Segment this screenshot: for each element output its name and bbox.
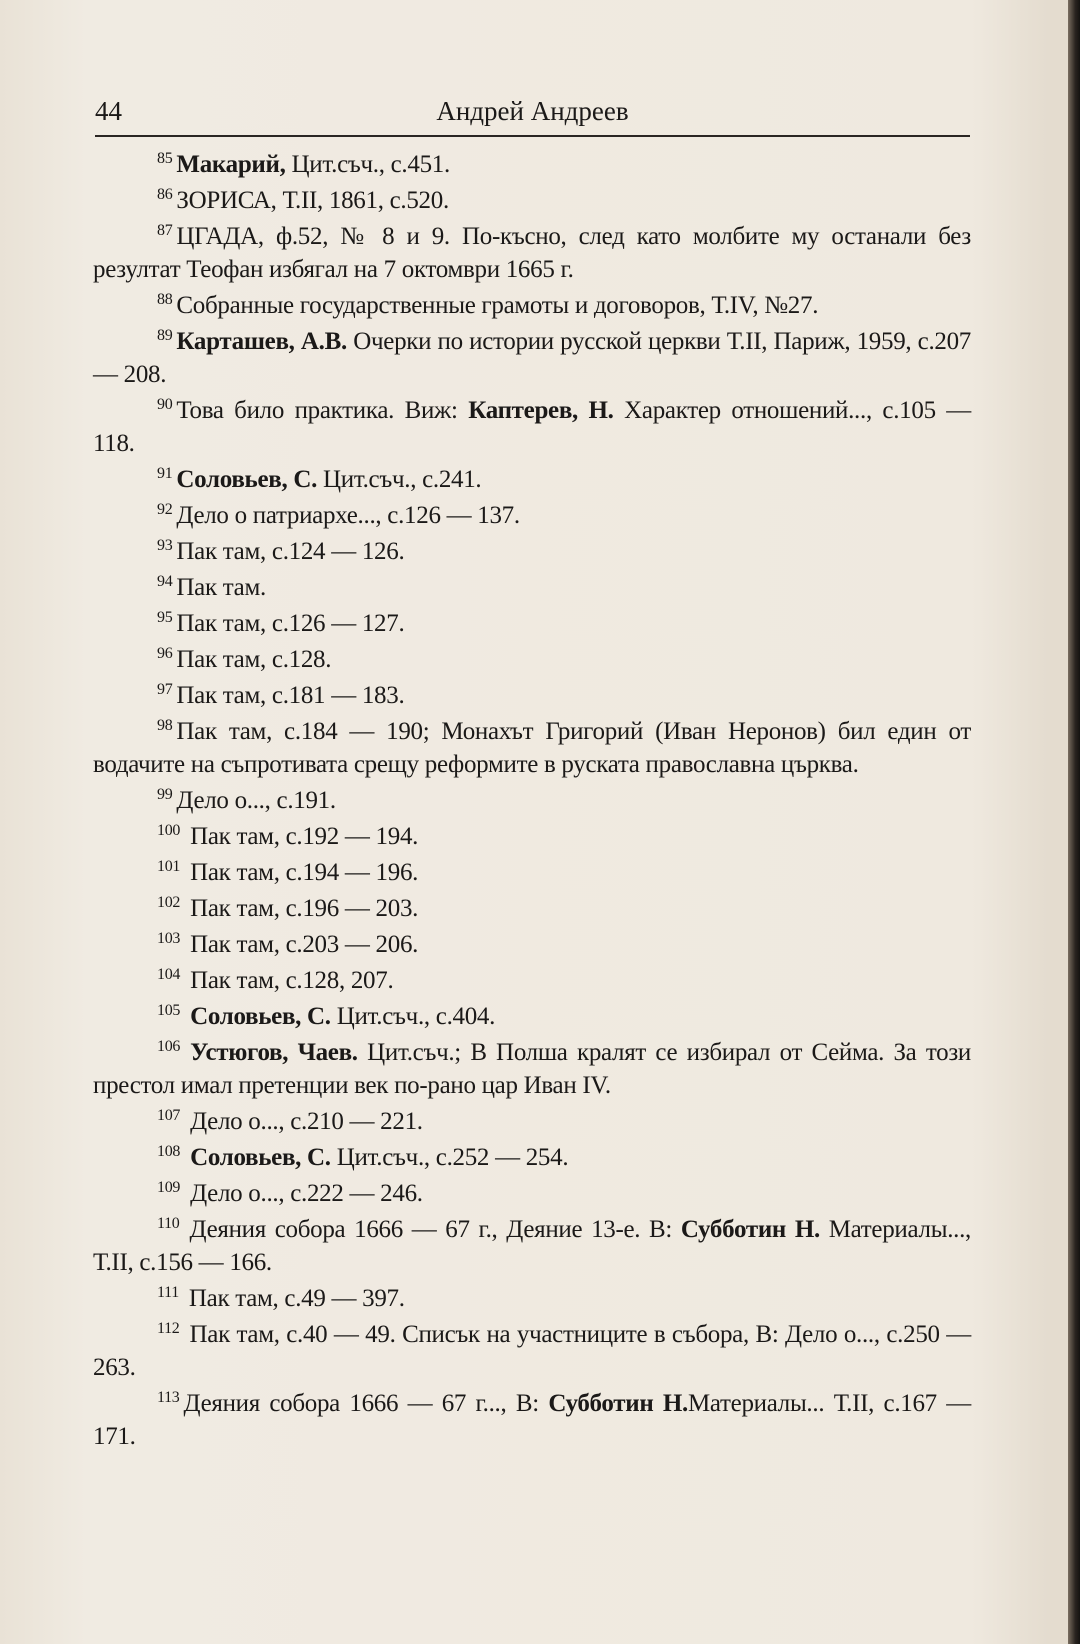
footnote-text: Цит.съч., с.241. (317, 466, 482, 493)
author-name: Соловьев, С. (176, 466, 318, 493)
footnote-number: 113 (157, 1389, 180, 1406)
footnote-89 (93, 325, 971, 391)
running-head: Андрей Андреев (436, 96, 629, 126)
footnote-number: 97 (157, 681, 173, 698)
page-number: 44 (95, 96, 122, 126)
footnote-text: Пак там, с.184 — 190; Монахът Григорий (Иван Неронов) бил един от водачите на съпротивата срещу реформите в руската православна църква. (93, 718, 971, 778)
footnote-text: Дело о..., с.191. (176, 787, 336, 814)
footnote-113 (93, 1387, 971, 1453)
footnote-text: ЦГАДА, ф.52, № 8 и 9. По-късно, след като молбите му останали без резултат Теофан избягал на 7 октомври 1665 г. (93, 223, 971, 283)
footnote-text: Пак там, с.181 — 183. (176, 682, 405, 709)
footnote-number: 94 (157, 573, 173, 590)
footnote-number: 109 (157, 1179, 181, 1196)
footnote-104 (93, 964, 971, 997)
footnote-90 (93, 394, 971, 460)
footnote-number: 111 (157, 1284, 179, 1301)
footnote-97 (93, 679, 971, 712)
author-name: Субботин Н. (548, 1390, 688, 1417)
footnote-103 (93, 928, 971, 961)
footnote-text: ЗОРИСА, Т.II, 1861, с.520. (176, 187, 449, 214)
author-name: Устюгов, Чаев. (190, 1039, 358, 1066)
footnote-number: 112 (157, 1320, 180, 1337)
footnote-105 (93, 1000, 971, 1033)
footnote-number: 99 (157, 786, 173, 803)
footnote-number: 98 (157, 717, 173, 734)
footnote-text: Пак там, с.203 — 206. (190, 931, 419, 958)
footnotes-list (93, 148, 971, 1456)
footnote-text: Това било практика. Виж: (176, 397, 469, 424)
footnote-text: Пак там, с.49 — 397. (188, 1285, 405, 1312)
footnote-number: 100 (157, 822, 181, 839)
footnote-number: 105 (157, 1002, 181, 1019)
footnote-number: 101 (157, 858, 181, 875)
footnote-number: 102 (157, 894, 181, 911)
footnote-93 (93, 535, 971, 568)
footnote-text: Материалы..., Т.II, с.156 — 166. (93, 1216, 971, 1276)
footnote-text: Пак там, с.126 — 127. (176, 610, 405, 637)
author-name: Соловьев, С. (190, 1144, 331, 1171)
footnote-text: Очерки по истории русской церкви Т.II, Париж, 1959, с.207 — 208. (93, 328, 971, 388)
footnote-number: 104 (157, 966, 181, 983)
footnote-number: 86 (157, 186, 173, 203)
footnote-100 (93, 820, 971, 853)
footnote-text: Дело о..., с.222 — 246. (190, 1180, 423, 1207)
footnote-107 (93, 1105, 971, 1138)
footnote-87 (93, 220, 971, 286)
author-name: Макарий, (176, 151, 286, 178)
footnote-106 (93, 1036, 971, 1102)
footnote-102 (93, 892, 971, 925)
header-rule (95, 135, 970, 137)
footnote-number: 85 (157, 150, 173, 167)
footnote-text: Дело о патриархе..., с.126 — 137. (176, 502, 520, 529)
footnote-number: 95 (157, 609, 173, 626)
footnote-text: Пак там, с.128. (176, 646, 332, 673)
footnote-text: Пак там, с.192 — 194. (190, 823, 419, 850)
footnote-text: Пак там, с.128, 207. (190, 967, 394, 994)
footnote-text: Пак там, с.196 — 203. (190, 895, 419, 922)
footnote-94 (93, 571, 971, 604)
author-name: Каптерев, Н. (468, 397, 614, 424)
footnote-text: Материалы... Т.II, с.167 — 171. (93, 1390, 971, 1450)
footnote-88 (93, 289, 971, 322)
footnote-101 (93, 856, 971, 889)
book-spine-edge (1068, 0, 1080, 1644)
footnote-text: Пак там. (176, 574, 266, 601)
footnote-92 (93, 499, 971, 532)
footnote-number: 106 (157, 1038, 181, 1055)
footnote-112 (93, 1318, 971, 1384)
footnote-85 (93, 148, 971, 181)
footnote-number: 110 (157, 1215, 180, 1232)
footnote-text: Цит.съч., с.252 — 254. (330, 1144, 569, 1171)
footnote-number: 93 (157, 537, 173, 554)
footnote-number: 89 (157, 327, 173, 344)
footnote-text: Пак там, с.40 — 49. Списък на участниците в събора, В: Дело о..., с.250 — 263. (93, 1321, 971, 1381)
footnote-text: Характер отношений..., с.105 — 118. (93, 397, 971, 457)
footnote-98 (93, 715, 971, 781)
author-name: Карташев, А.В. (176, 328, 347, 355)
footnote-number: 96 (157, 645, 173, 662)
footnote-number: 92 (157, 501, 173, 518)
footnote-110 (93, 1213, 971, 1279)
footnote-99 (93, 784, 971, 817)
footnote-text: Дело о..., с.210 — 221. (190, 1108, 423, 1135)
footnote-number: 107 (157, 1107, 181, 1124)
footnote-text: Цит.съч., с.451. (285, 151, 450, 178)
footnote-text: Деяния собора 1666 — 67 г..., В: (183, 1390, 549, 1417)
footnote-111 (93, 1282, 971, 1315)
footnote-number: 108 (157, 1143, 181, 1160)
footnote-text: Пак там, с.124 — 126. (176, 538, 405, 565)
footnote-86 (93, 184, 971, 217)
footnote-text: Собранные государственные грамоты и договоров, Т.IV, №27. (176, 292, 819, 319)
footnote-number: 90 (157, 396, 173, 413)
footnote-95 (93, 607, 971, 640)
footnote-text: Пак там, с.194 — 196. (190, 859, 419, 886)
footnote-number: 88 (157, 291, 173, 308)
footnote-108 (93, 1141, 971, 1174)
footnote-number: 103 (157, 930, 181, 947)
author-name: Субботин Н. (680, 1216, 820, 1243)
footnote-number: 87 (157, 222, 173, 239)
footnote-109 (93, 1177, 971, 1210)
footnote-text: Деяния собора 1666 — 67 г., Деяние 13-е. В: (189, 1216, 681, 1243)
footnote-96 (93, 643, 971, 676)
footnote-number: 91 (157, 465, 173, 482)
footnote-text: Цит.съч.; В Полша кралят се избирал от Сейма. За този престол имал претенции век по-рано цар Иван IV. (93, 1039, 971, 1099)
page-header (95, 96, 970, 136)
footnote-91 (93, 463, 971, 496)
author-name: Соловьев, С. (190, 1003, 331, 1030)
footnote-text: Цит.съч., с.404. (330, 1003, 496, 1030)
